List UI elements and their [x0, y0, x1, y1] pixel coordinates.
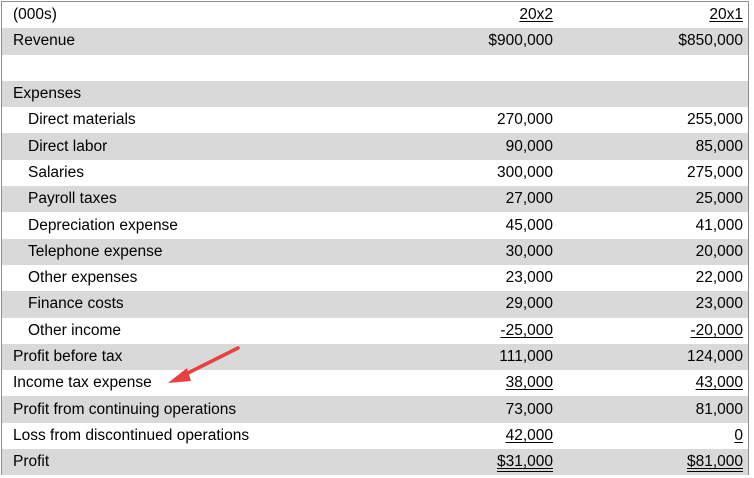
row-label: Salaries — [28, 163, 84, 181]
expense-row — [2, 186, 748, 212]
value-20x1: 275,000 — [686, 163, 743, 181]
value-20x1: 43,000 — [695, 374, 743, 392]
row-label: Profit from continuing operations — [13, 400, 237, 418]
value-20x2: 111,000 — [499, 348, 553, 365]
income-statement-table — [1, 1, 749, 475]
value-20x2: -25,000 — [500, 321, 553, 339]
profit-before-tax-row — [2, 344, 748, 370]
row-label: Profit before tax — [13, 348, 123, 365]
spacer-row — [2, 55, 748, 81]
value-20x1: 41,000 — [695, 216, 743, 234]
value-20x1: -20,000 — [690, 321, 743, 339]
column-header-20x1: 20x1 — [709, 6, 743, 24]
value-20x1: 25,000 — [695, 190, 743, 208]
row-label: Other expenses — [28, 269, 138, 287]
value-20x1: 81,000 — [695, 400, 743, 418]
value-20x1: 20,000 — [695, 242, 743, 260]
value-20x2: 23,000 — [505, 269, 553, 287]
expense-row — [2, 265, 748, 291]
row-label: Other income — [28, 321, 122, 339]
value-20x2: 73,000 — [505, 400, 553, 418]
value-20x2: $31,000 — [496, 453, 553, 471]
row-label: Profit — [13, 453, 50, 471]
row-label: Revenue — [13, 32, 76, 50]
value-20x1: 22,000 — [695, 269, 743, 287]
income-tax-row — [2, 370, 748, 396]
expense-row — [2, 160, 748, 186]
expenses-heading-row — [2, 81, 748, 107]
value-20x2: 300,000 — [496, 163, 553, 181]
row-label: Payroll taxes — [28, 190, 117, 208]
expense-row — [2, 107, 748, 133]
value-20x1: 255,000 — [686, 111, 743, 129]
value-20x1: 124,000 — [686, 348, 743, 365]
value-20x2: 270,000 — [496, 111, 553, 129]
row-label: Direct labor — [28, 137, 108, 155]
value-20x1: 0 — [734, 426, 743, 444]
profit-row — [2, 449, 748, 475]
value-20x2: 29,000 — [505, 295, 553, 313]
units-label: (000s) — [13, 6, 57, 24]
row-label: Finance costs — [28, 295, 124, 313]
expense-row — [2, 133, 748, 159]
value-20x2: 90,000 — [505, 137, 553, 155]
value-20x1: 85,000 — [695, 137, 743, 155]
value-20x2: 38,000 — [505, 374, 553, 392]
row-label: Loss from discontinued operations — [13, 426, 250, 444]
expense-row — [2, 239, 748, 265]
row-label: Income tax expense — [13, 374, 152, 392]
discontinued-operations-row — [2, 423, 748, 449]
value-20x2: 45,000 — [505, 216, 553, 234]
value-20x1: $850,000 — [678, 32, 743, 50]
expenses-heading: Expenses — [13, 85, 82, 103]
value-20x2: $900,000 — [488, 32, 553, 50]
value-20x2: 27,000 — [505, 190, 553, 208]
value-20x1: 23,000 — [695, 295, 743, 313]
row-label: Direct materials — [28, 111, 136, 129]
row-label: Telephone expense — [28, 242, 163, 260]
revenue-row — [2, 28, 748, 54]
header-row — [2, 2, 748, 28]
column-header-20x2: 20x2 — [519, 6, 553, 24]
value-20x2: 42,000 — [505, 426, 553, 444]
expense-row — [2, 291, 748, 317]
row-label: Depreciation expense — [28, 216, 178, 234]
value-20x2: 30,000 — [505, 242, 553, 260]
expense-row — [2, 212, 748, 238]
expense-row — [2, 318, 748, 344]
continuing-operations-row — [2, 396, 748, 422]
value-20x1: $81,000 — [686, 453, 743, 471]
